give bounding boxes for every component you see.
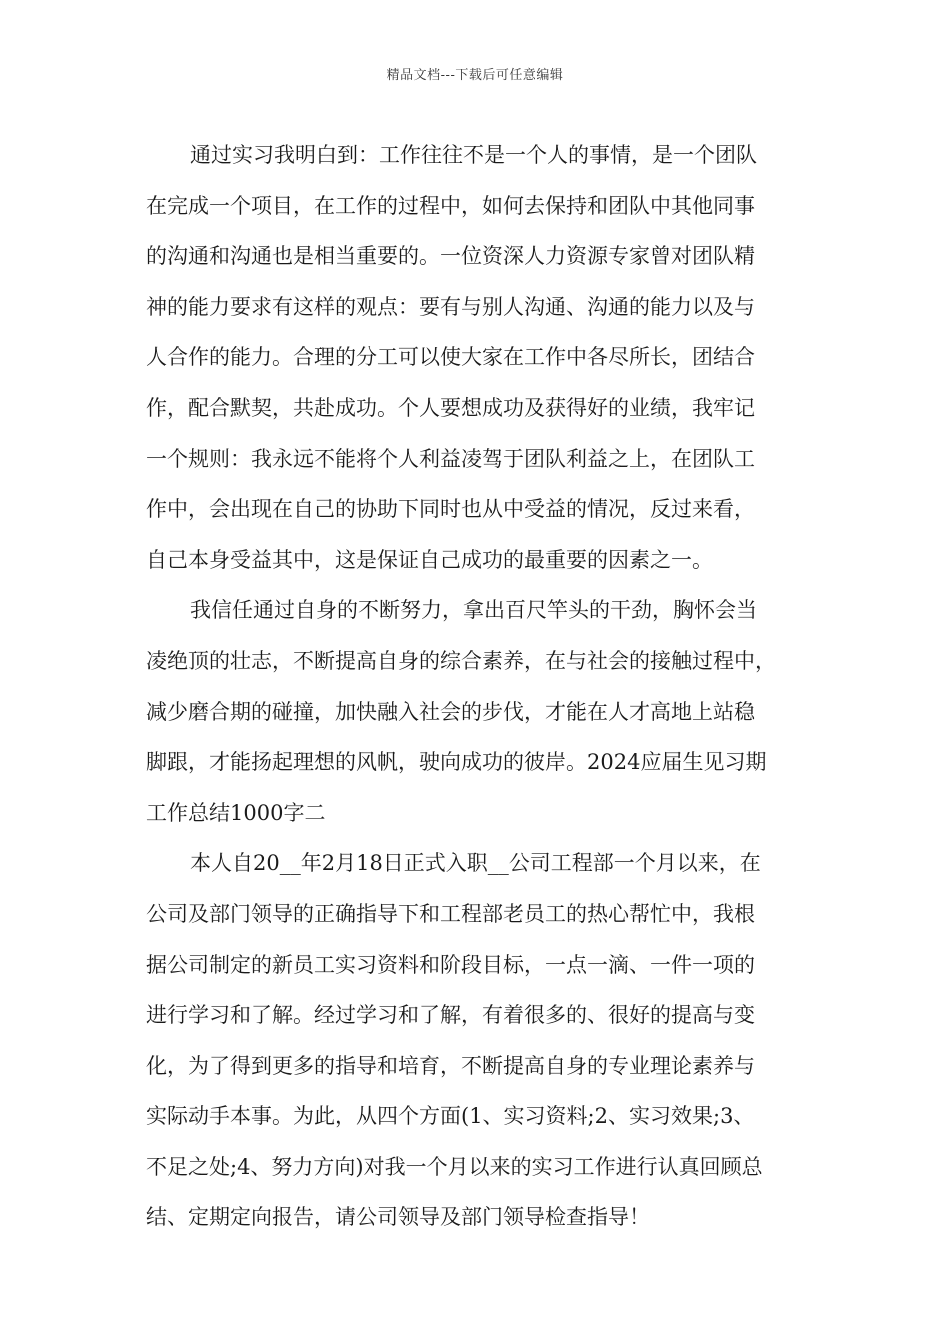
paragraph-3 (146, 838, 818, 1243)
paragraph-line: 化，为了得到更多的指导和培育，不断提高自身的专业理论素养与 (146, 1053, 755, 1078)
paragraph-line: 不足之处;4、努力方向)对我一个月以来的实习工作进行认真回顾总 (146, 1154, 763, 1179)
paragraph-1 (146, 130, 818, 585)
paragraph-line: 的沟通和沟通也是相当重要的。一位资深人力资源专家曾对团队精 (146, 244, 755, 269)
paragraph-line: 在完成一个项目，在工作的过程中，如何去保持和团队中其他同事 (146, 193, 755, 218)
paragraph-line: 实际动手本事。为此，从四个方面(1、实习资料;2、实习效果;3、 (146, 1104, 755, 1129)
paragraph-line: 工作总结1000字二 (146, 800, 326, 825)
paragraph-line: 减少磨合期的碰撞，加快融入社会的步伐，才能在人才高地上站稳 (146, 699, 755, 724)
paragraph-line: 神的能力要求有这样的观点：要有与别人沟通、沟通的能力以及与 (146, 294, 755, 319)
paragraph-line: 据公司制定的新员工实习资料和阶段目标，一点一滴、一件一项的 (146, 952, 755, 977)
document-body (146, 130, 818, 1243)
paragraph-line: 人合作的能力。合理的分工可以使大家在工作中各尽所长，团结合 (146, 345, 755, 370)
paragraph-line: 我信任通过自身的不断努力，拿出百尺竿头的干劲，胸怀会当 (190, 598, 757, 623)
paragraph-line: 进行学习和了解。经过学习和了解，有着很多的、很好的提高与变 (146, 1003, 755, 1028)
paragraph-line: 一个规则：我永远不能将个人利益凌驾于团队利益之上，在团队工 (146, 446, 755, 471)
paragraph-line: 作，配合默契，共赴成功。个人要想成功及获得好的业绩，我牢记 (146, 395, 755, 420)
paragraph-line: 凌绝顶的壮志，不断提高自身的综合素养，在与社会的接触过程中， (146, 648, 776, 673)
paragraph-line: 本人自20__年2月18日正式入职__公司工程部一个月以来，在 (190, 851, 761, 876)
paragraph-2 (146, 585, 818, 838)
paragraph-line: 自己本身受益其中，这是保证自己成功的最重要的因素之一。 (146, 547, 713, 572)
paragraph-line: 公司及部门领导的正确指导下和工程部老员工的热心帮忙中，我根 (146, 901, 755, 926)
paragraph-line: 通过实习我明白到：工作往往不是一个人的事情，是一个团队 (190, 143, 757, 167)
paragraph-line: 作中，会出现在自己的协助下同时也从中受益的情况，反过来看， (146, 497, 755, 522)
paragraph-line: 脚跟，才能扬起理想的风帆，驶向成功的彼岸。2024应届生见习期 (146, 750, 767, 775)
paragraph-line: 结、定期定向报告，请公司领导及部门领导检查指导！ (146, 1205, 650, 1230)
page-header: 精品文档---下载后可任意编辑 (386, 68, 564, 83)
